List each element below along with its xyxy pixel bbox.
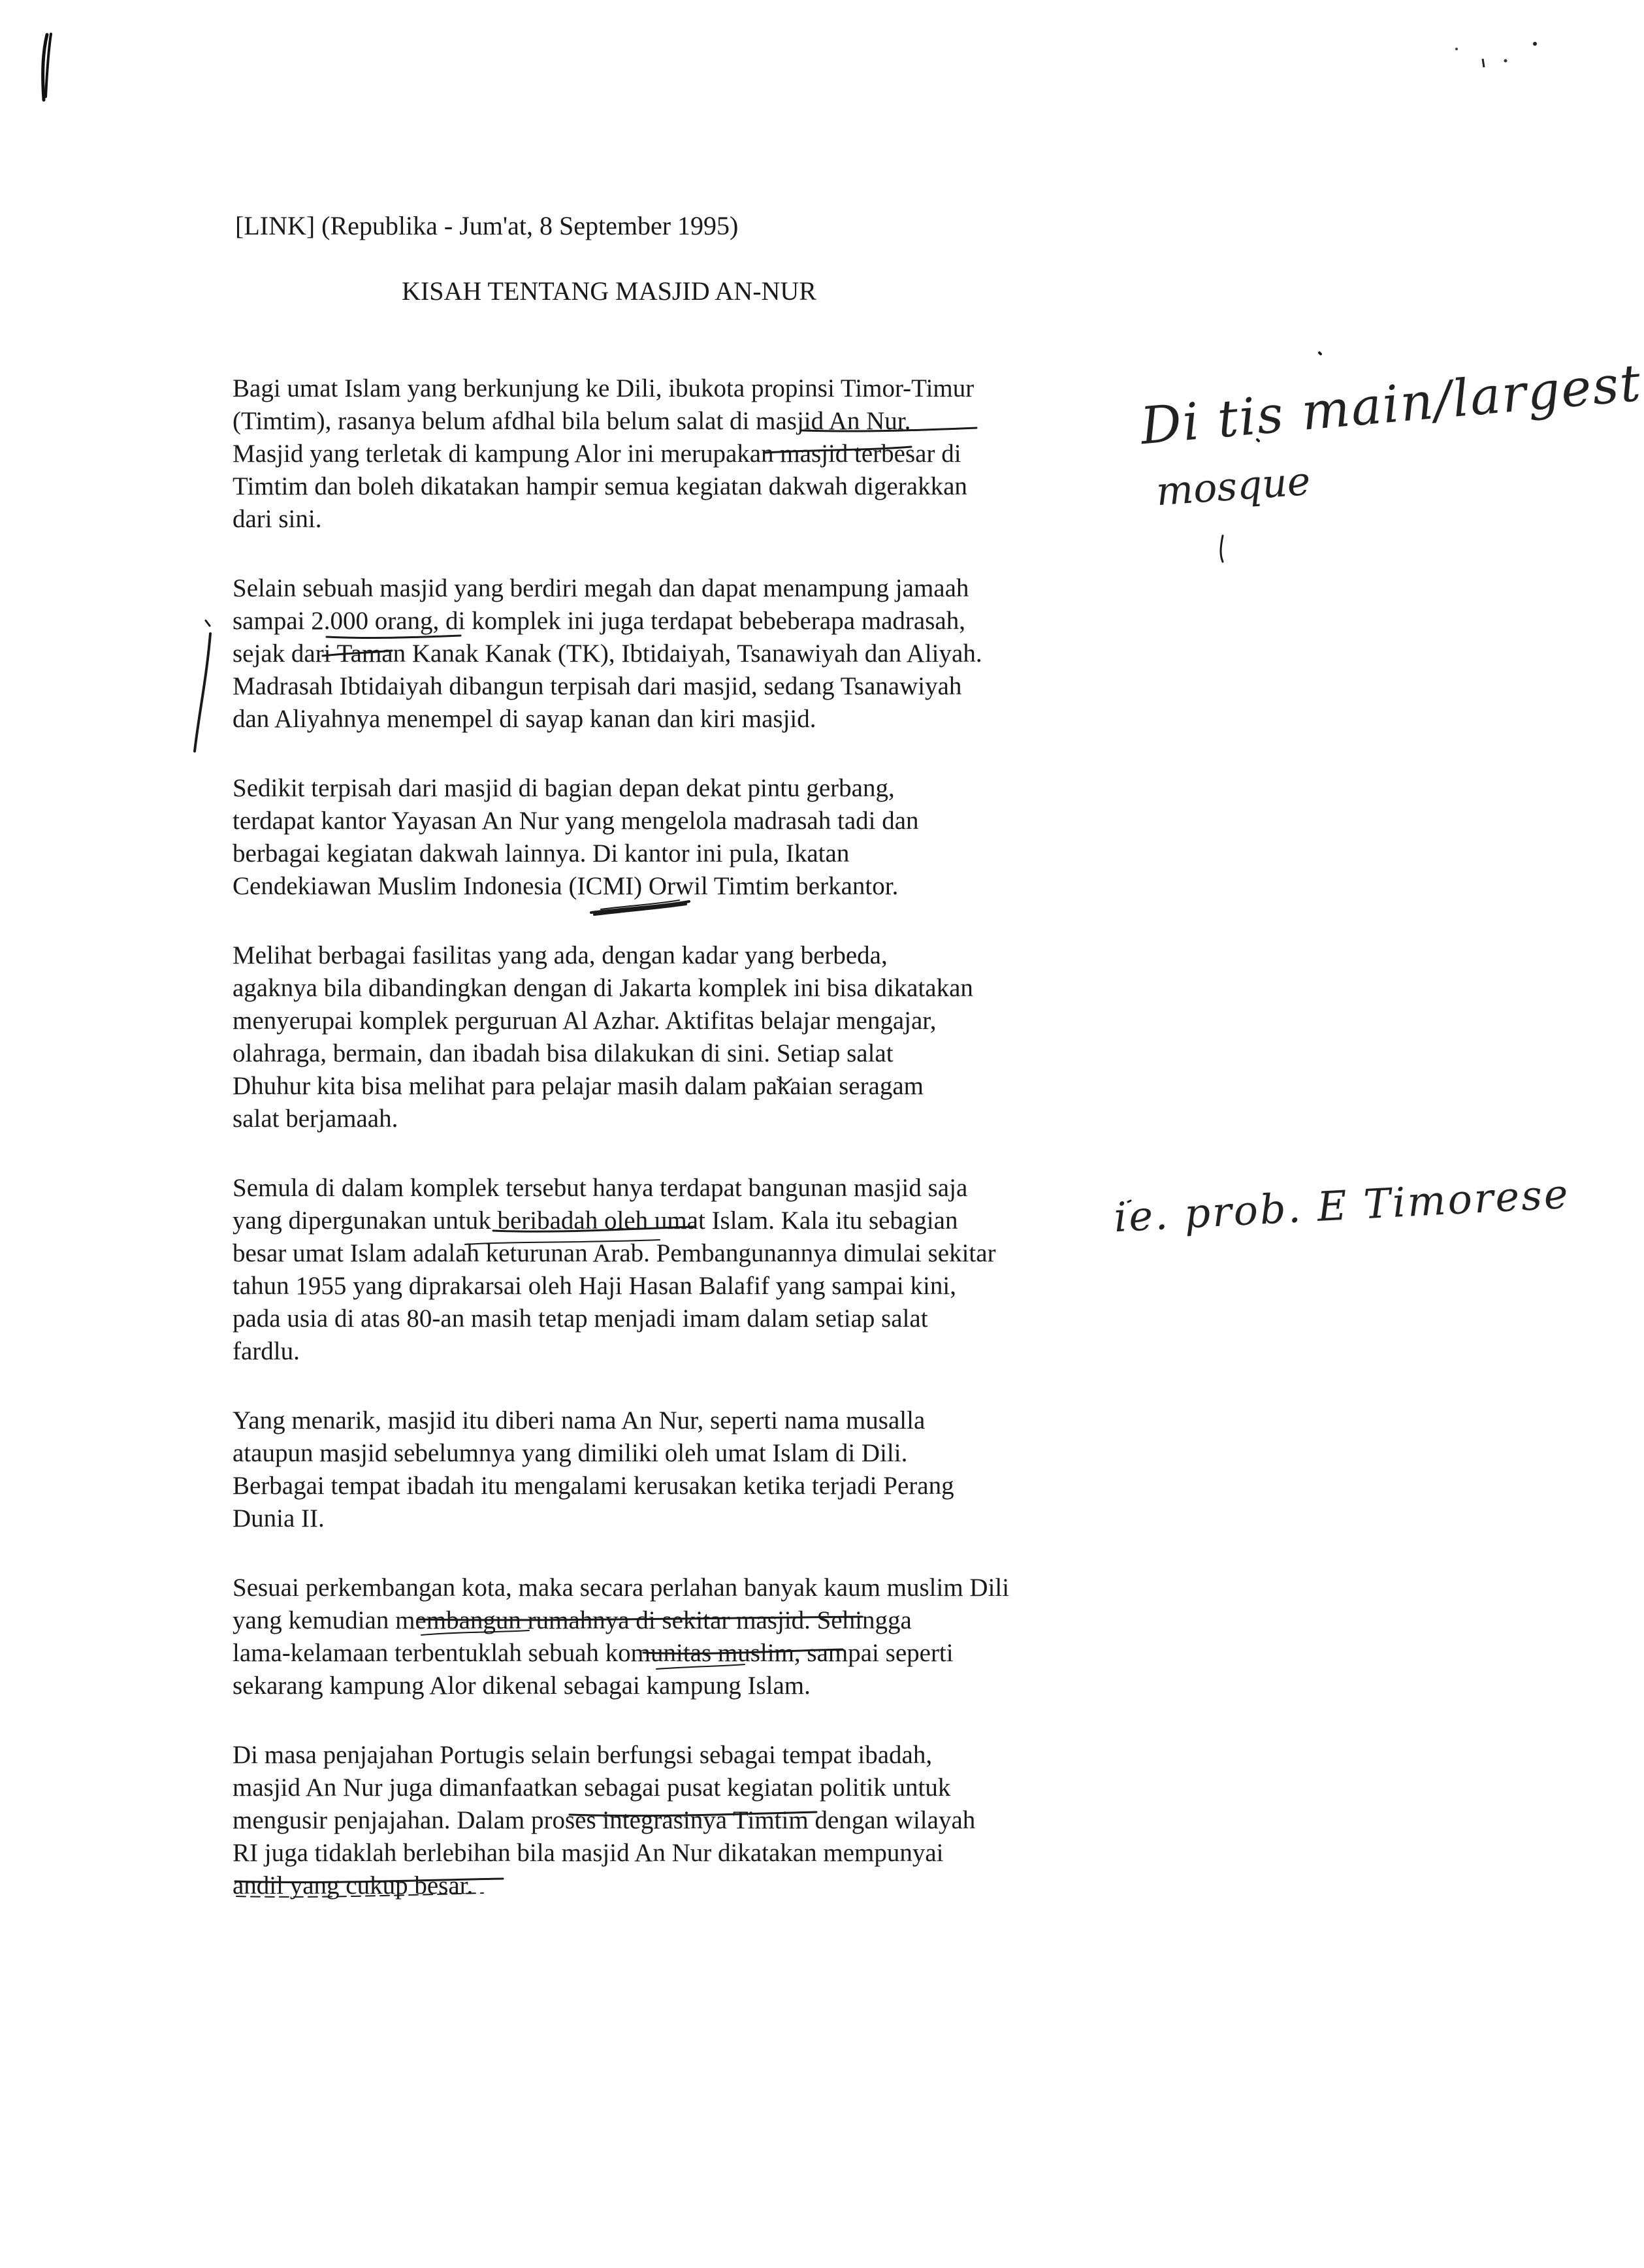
underline-andil <box>235 1879 503 1882</box>
overline-terbentuklah <box>421 1630 529 1635</box>
annot-stroke <box>1221 536 1223 562</box>
text-line: Sesuai perkembangan kota, maka secara perlahan banyak kaum muslim Dili <box>233 1574 1010 1602</box>
annot-dot <box>1128 1201 1131 1202</box>
text-line: RI juga tidaklah berlebihan bila masjid An Nur dikatakan mempunyai <box>233 1839 944 1867</box>
underline-membangun <box>418 1617 862 1620</box>
underline-komunitas-muslim <box>643 1649 843 1653</box>
text-line: ataupun masjid sebelumnya yang dimiliki oleh umat Islam di Dili. <box>233 1439 908 1467</box>
text-line: tahun 1955 yang diprakarsai oleh Haji Hasan Balafif yang sampai kini, <box>233 1272 956 1300</box>
annot-dot <box>1319 353 1321 354</box>
underline-proses-integrasinya <box>570 1812 816 1816</box>
text-line: Sedikit terpisah dari masjid di bagian depan dekat pintu gerbang, <box>233 774 895 802</box>
text-line: Berbagai tempat ibadah itu mengalami kerusakan ketika terjadi Perang <box>233 1472 954 1500</box>
text-line: agaknya bila dibandingkan dengan di Jakarta komplek ini bisa dikatakan <box>233 974 973 1002</box>
text-line: Bagi umat Islam yang berkunjung ke Dili, ibukota propinsi Timor-Timur <box>233 374 975 402</box>
icmi-scribble <box>591 901 689 913</box>
text-line: olahraga, bermain, dan ibadah bisa dilakukan di sini. Setiap salat <box>233 1039 894 1067</box>
text-line: terdapat kantor Yayasan An Nur yang mengelola madrasah tadi dan <box>233 807 919 835</box>
text-line: sejak dari Taman Kanak Kanak (TK), Ibtidaiyah, Tsanawiyah dan Aliyah. <box>233 640 982 668</box>
source-header: [LINK] (Republika - Jum'at, 8 September 1995) <box>235 211 739 240</box>
text-line: Yang menarik, masjid itu diberi nama An Nur, seperti nama musalla <box>233 1406 926 1434</box>
text-line: fardlu. <box>233 1337 300 1365</box>
text-line: sekarang kampung Alor dikenal sebagai kampung Islam. <box>233 1672 811 1700</box>
text-line: dan Aliyahnya menempel di sayap kanan dan kiri masjid. <box>233 705 816 733</box>
text-line: Masjid yang terletak di kampung Alor ini merupakan masjid terbesar di <box>233 440 961 468</box>
annot-dot <box>1257 440 1259 441</box>
underline-masjid-an-nur <box>802 428 976 431</box>
text-line: dari sini. <box>233 505 322 533</box>
margin-note-largest-mosque: Di tis main/largest <box>1138 353 1644 457</box>
text-line: sampai 2.000 orang, di komplek ini juga terdapat bebeberapa madrasah, <box>233 607 965 635</box>
text-line: besar umat Islam adalah keturunan Arab. Pembangunannya dimulai sekitar <box>233 1239 996 1267</box>
text-line: andil yang cukup besar. <box>233 1871 474 1900</box>
text-line: Semula di dalam komplek tersebut hanya terdapat bangunan masjid saja <box>233 1174 968 1202</box>
text-line: menyerupai komplek perguruan Al Azhar. Aktifitas belajar mengajar, <box>233 1007 937 1035</box>
margin-note-east-timorese: ie. prob. E Timorese <box>1112 1169 1571 1242</box>
underline-2000-orang <box>327 636 460 638</box>
overline-dari-taman <box>323 651 392 656</box>
text-line: Selain sebuah masjid yang berdiri megah dan dapat menampung jamaah <box>233 574 969 602</box>
text-line: salat berjamaah. <box>233 1105 398 1133</box>
text-line: Madrasah Ibtidaiyah dibangun terpisah dari masjid, sedang Tsanawiyah <box>233 672 962 700</box>
text-line: mengusir penjajahan. Dalam proses integrasinya Timtim dengan wilayah <box>233 1806 976 1834</box>
overline-haji-hasan <box>465 1240 660 1244</box>
text-line: pada usia di atas 80-an masih tetap menjadi imam dalam setiap salat <box>233 1304 928 1333</box>
overline-sebagai-kampung <box>656 1664 745 1669</box>
text-line: Melihat berbagai fasilitas yang ada, dengan kadar yang berbeda, <box>233 941 888 969</box>
text-line: yang kemudian membangun rumahnya di sekitar masjid. Sehingga <box>233 1606 912 1634</box>
text-line: Timtim dan boleh dikatakan hampir semua kegiatan dakwah digerakkan <box>233 472 967 500</box>
text-line: Dhuhur kita bisa melihat para pelajar masih dalam pakaian seragam <box>233 1072 924 1100</box>
text-line: Cendekiawan Muslim Indonesia (ICMI) Orwil Timtim berkantor. <box>233 872 899 900</box>
text-line: Dunia II. <box>233 1504 325 1532</box>
overline-masjid-terbesar <box>764 447 911 453</box>
underline-pakaian <box>777 1079 792 1084</box>
margin-bar <box>195 634 210 751</box>
margin-tick <box>206 621 210 626</box>
underline-keturunan-arab <box>493 1227 694 1231</box>
text-line: lama-kelamaan terbentuklah sebuah komunitas muslim, sampai seperti <box>233 1639 954 1667</box>
margin-note-mosque: mosque <box>1154 458 1312 515</box>
text-line: berbagai kegiatan dakwah lainnya. Di kantor ini pula, Ikatan <box>233 839 850 867</box>
text-line: Di masa penjajahan Portugis selain berfungsi sebagai tempat ibadah, <box>233 1741 933 1769</box>
text-line: (Timtim), rasanya belum afdhal bila belum salat di masjid An Nur. <box>233 407 911 435</box>
page-title: KISAH TENTANG MASJID AN-NUR <box>402 276 816 306</box>
text-line: masjid An Nur juga dimanfaatkan sebagai pusat kegiatan politik untuk <box>233 1774 951 1802</box>
text-line: yang dipergunakan untuk beribadah oleh umat Islam. Kala itu sebagian <box>233 1207 958 1235</box>
dashed-line-bottom <box>236 1893 483 1897</box>
